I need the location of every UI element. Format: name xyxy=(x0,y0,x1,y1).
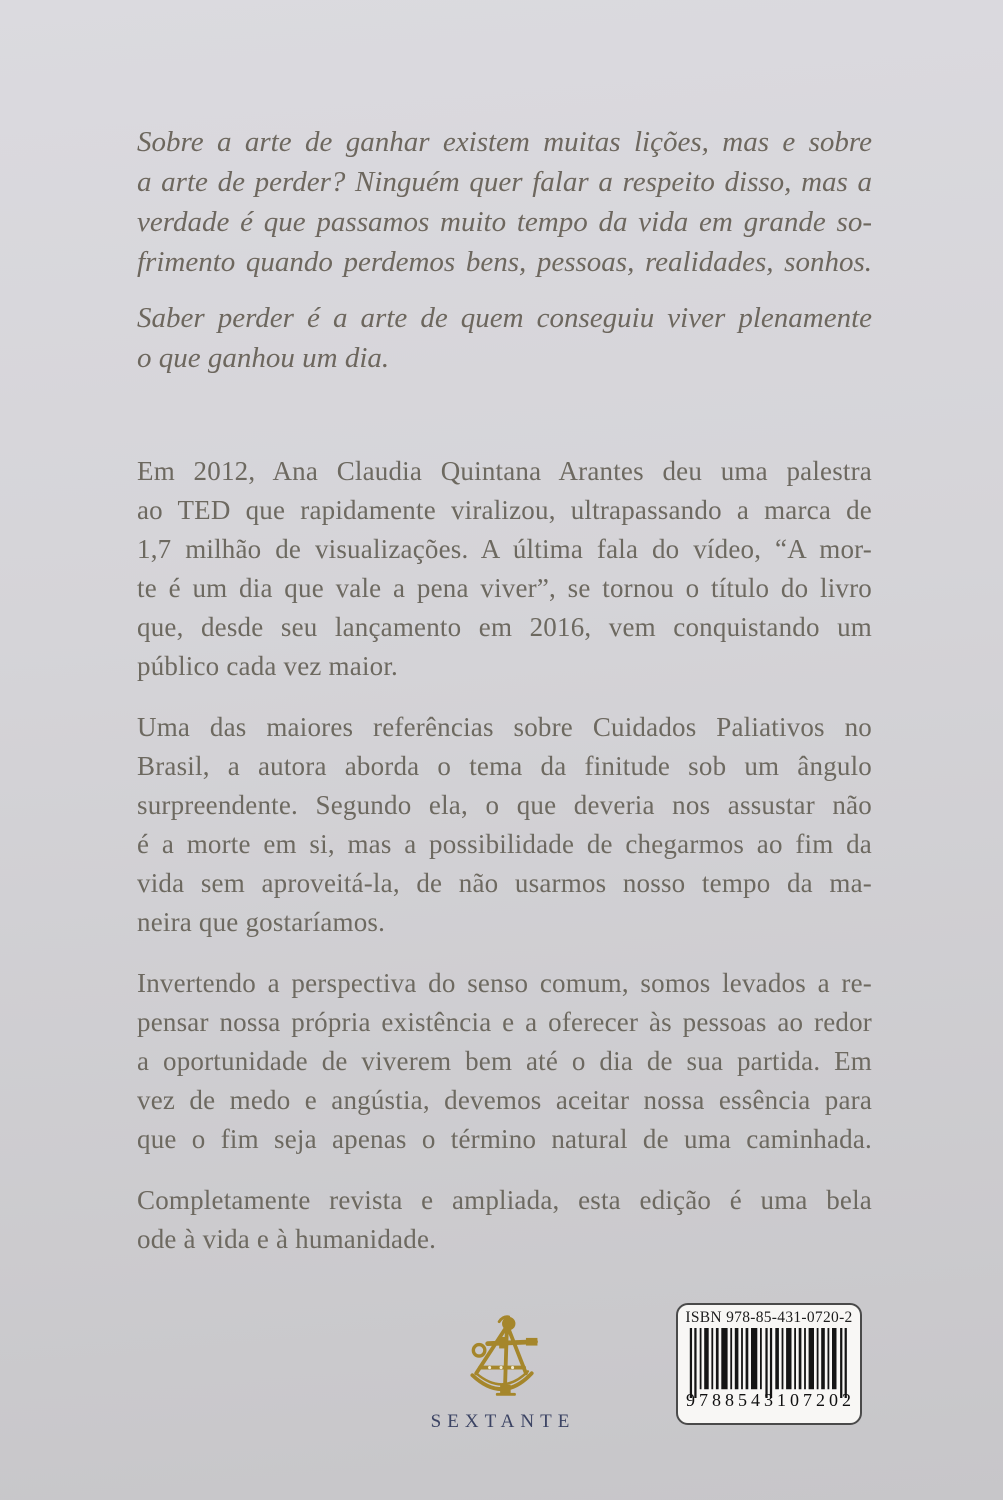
text-line: que o fim seja apenas o término natural de uma caminhada. xyxy=(137,1124,872,1154)
text-line: é a morte em si, mas a possibilidade de chegarmos ao fim da xyxy=(137,829,872,859)
text-line: Uma das maiores referências sobre Cuidados Paliativos no xyxy=(137,712,872,742)
text-line: Invertendo a perspectiva do senso comum, somos levados a re- xyxy=(137,968,872,998)
text-line: público cada vez maior. xyxy=(137,651,398,681)
publisher-name: SEXTANTE xyxy=(430,1411,576,1432)
text-line: neira que gostaríamos. xyxy=(137,907,386,937)
text-line: surpreendente. Segundo ela, o que deveria nos assustar não xyxy=(137,790,872,820)
back-cover-text xyxy=(137,122,872,1281)
barcode-digit-group: 107202 xyxy=(777,1390,855,1410)
text-line: ao TED que rapidamente viralizou, ultrapassando a marca de xyxy=(137,495,872,525)
barcode-digit-group: 788543 xyxy=(699,1390,777,1410)
text-line: te é um dia que vale a pena viver”, se tornou o título do livro xyxy=(137,573,872,603)
barcode-bars-icon xyxy=(688,1328,850,1398)
text-line: vida sem aproveitá-la, de não usarmos nosso tempo da ma- xyxy=(137,868,872,898)
barcode-digits xyxy=(686,1390,855,1411)
text-line: ode à vida e à humanidade. xyxy=(137,1224,437,1254)
barcode-digit-group: 9 xyxy=(686,1390,699,1410)
text-line: verdade é que passamos muito tempo da vida em grande so- xyxy=(137,206,872,238)
text-line: pensar nossa própria existência e a oferecer às pessoas ao redor xyxy=(137,1007,872,1037)
text-line: que, desde seu lançamento em 2016, vem conquistando um xyxy=(137,612,872,642)
text-line: a oportunidade de viverem bem até o dia de sua partida. Em xyxy=(137,1046,872,1076)
text-line: Saber perder é a arte de quem conseguiu viver plenamente xyxy=(137,302,872,334)
text-line: o que ganhou um dia. xyxy=(137,342,390,374)
paragraph xyxy=(137,122,872,282)
paragraph xyxy=(137,1181,872,1259)
text-line: Sobre a arte de ganhar existem muitas lições, mas e sobre xyxy=(137,126,872,158)
text-line: 1,7 milhão de visualizações. A última fala do vídeo, “A mor- xyxy=(137,534,872,564)
paragraph xyxy=(137,452,872,686)
isbn-barcode xyxy=(676,1303,862,1425)
text-line: Completamente revista e ampliada, esta edição é uma bela xyxy=(137,1185,872,1215)
text-line: Brasil, a autora aborda o tema da finitude sob um ângulo xyxy=(137,751,872,781)
text-line: a arte de perder? Ninguém quer falar a respeito disso, mas a xyxy=(137,166,872,198)
publisher-logo xyxy=(428,1314,578,1433)
paragraph xyxy=(137,708,872,942)
paragraph xyxy=(137,964,872,1159)
text-line: vez de medo e angústia, devemos aceitar nossa essência para xyxy=(137,1085,872,1115)
sextant-icon xyxy=(464,1314,542,1402)
paragraph xyxy=(137,298,872,378)
isbn-label: ISBN 978-85-431-0720-2 xyxy=(685,1309,853,1326)
text-line: Em 2012, Ana Claudia Quintana Arantes deu uma palestra xyxy=(137,456,872,486)
text-line: frimento quando perdemos bens, pessoas, realidades, sonhos. xyxy=(137,246,872,278)
